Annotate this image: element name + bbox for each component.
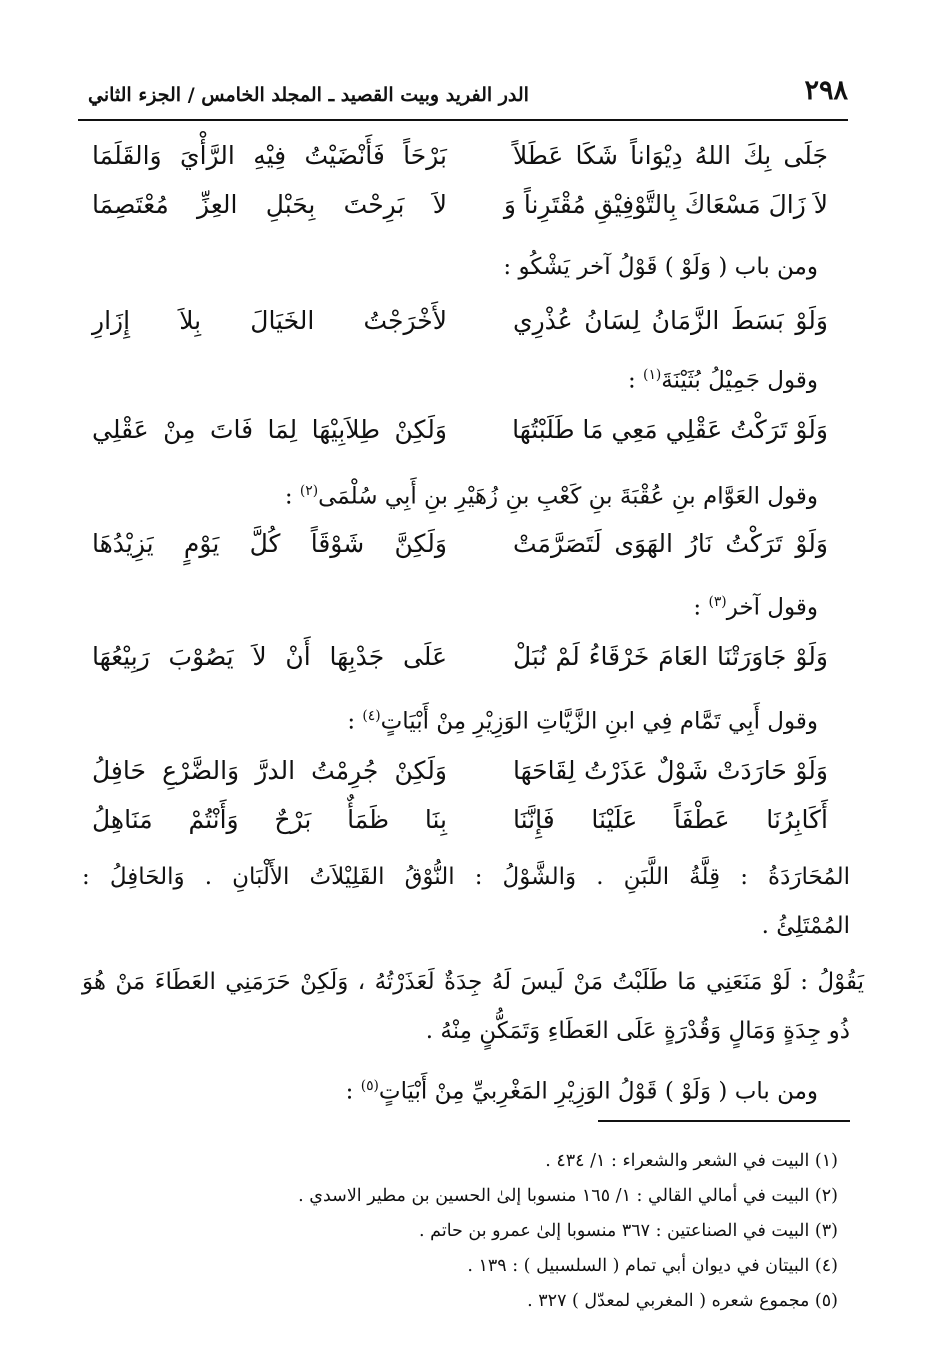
verse-introduction (285, 472, 818, 516)
first-hemistich: وَلَوْ تَرَكْتُ عَقْلِي مَعِي مَا طَلَبْتُهَا (512, 415, 828, 444)
footnote: (٣) البيت في الصناعتين : ٣٦٧ منسوبا إلىٰ عمرو بن حاتم . (419, 1221, 838, 1241)
intro-colon: : (693, 594, 709, 621)
first-hemistich: أَكَابِرُنَا عَطْفَاً عَلَيْنَا فَإِنَّنَا (513, 805, 828, 834)
verse-line (92, 185, 828, 225)
footnote: (٤) البيتان في ديوان أبي تمام ( السلسبيل ) : ١٣٩ . (467, 1256, 838, 1276)
second-hemistich: عَلَى جَدْبِهَا أَنْ لاَ يَصُوْبَ رَبِيْعُهَا (92, 642, 447, 671)
verse-introduction (346, 1067, 818, 1111)
footnote-marker: (١) (643, 367, 662, 383)
verse-line (92, 751, 828, 791)
page-number: ٢٩٨ (804, 75, 848, 106)
footnote-rule (598, 1120, 850, 1122)
footnote: (٥) مجموع شعره ( المغربي لمعدّل ) ٣٢٧ . (527, 1291, 838, 1311)
footnote-marker: (٢) (299, 483, 319, 499)
gloss-line: المُمْتَلِئُ . (761, 913, 850, 939)
gloss-line: المُحَارَدَةُ : قِلَّةُ اللَّبَنِ . وَالشَّوْلُ : النُّوْقُ القَلِيْلاَتُ الأَلْبَانِ . وَالحَافِلُ : (82, 864, 850, 890)
intro-text: ومن باب ( وَلَوْ ) قَوْلُ آخر يَشْكُو : (503, 254, 818, 280)
header-rule (78, 119, 848, 121)
second-hemistich: وَلَكِنْ طِلاَبِيْهَا لِمَا فَاتَ مِنْ عَقْلِي (92, 415, 447, 444)
verse-introduction (628, 356, 818, 400)
intro-text: وقول أَبِي تَمَّام فِي ابنِ الزَّيَّاتِ الوَزِيْرِ مِنْ أَبْيَاتٍ (380, 708, 818, 735)
verse-line (92, 800, 828, 840)
second-hemistich: لأَخْرَجْتُ الخَيَالَ بِلاَ إِزَارِ (92, 306, 447, 335)
verse-line (92, 410, 828, 450)
second-hemistich: بِنَا ظَمَأٌ بَرْحٌ وَأَنْتُمْ مَنَاهِلُ (92, 805, 447, 834)
running-title: الدر الفريد وبيت القصيد ـ المجلد الخامس / الجزء الثاني (88, 84, 529, 106)
intro-colon: : (284, 483, 300, 510)
verse-line (92, 301, 828, 341)
verse-line (92, 136, 828, 176)
first-hemistich: جَلَى بِكَ اللهُ دِيْوَاناً شَكَا عَطَلاً (513, 141, 828, 170)
page-header (88, 72, 848, 106)
second-hemistich: وَلَكِنْ جُرِمْتُ الدرَّ وَالضَّرْعِ حَافِلُ (92, 756, 447, 785)
intro-text: وقول آخر (726, 594, 818, 621)
footnote-marker: (٥) (360, 1078, 379, 1094)
intro-colon: : (627, 367, 644, 394)
footnote-marker: (٣) (708, 594, 727, 610)
verse-line (92, 637, 828, 677)
verse-introduction (693, 583, 818, 627)
verse-line (92, 524, 828, 564)
intro-text: وقول جَمِيْلُ بُثَيْنَةَ (661, 367, 818, 394)
intro-colon: : (345, 1078, 361, 1105)
first-hemistich: لاَ زَالَ مَسْعَاكَ بِالتَّوْفِيْقِ مُقْتَرِناً وَ (503, 190, 828, 219)
first-hemistich: وَلَوْ بَسَطَ الزَّمَانُ لِسَانُ عُذْرِي (513, 306, 828, 335)
commentary-line: ذُو جِدَةٍ وَمَالٍ وَقُدْرَةٍ عَلَى العَطَاءِ وَتَمَكُّنٍ مِنْهُ . (425, 1018, 850, 1044)
intro-text: وقول العَوَّام بنِ عُقْبَةَ بنِ كَعْبِ بنِ زُهَيْرِ بنِ أَبِي سُلْمَى (318, 483, 818, 510)
footnote-marker: (٤) (362, 708, 381, 724)
footnote: (٢) البيت في أمالي القالي : ١/ ١٦٥ منسوبا إلىٰ الحسين بن مطير الاسدي . (298, 1186, 838, 1206)
first-hemistich: وَلَوْ حَارَدَتْ شَوْلٌ عَذَرْتُ لِقَاحَهَا (513, 756, 828, 785)
second-hemistich: بَرْحَاً فَأَنْضَيْتُ فِيْهِ الرَّأْيَ وَالقَلَمَا (92, 141, 447, 170)
verse-introduction (503, 248, 818, 286)
verse-introduction (347, 697, 818, 741)
first-hemistich: وَلَوْ جَاوَرَتْنَا العَامَ خَرْقَاءُ لَمْ نُبَلْ (513, 642, 828, 671)
footnote: (١) البيت في الشعر والشعراء : ١/ ٤٣٤ . (545, 1151, 838, 1171)
second-hemistich: وَلَكِنَّ شَوْقَاً كُلَّ يَوْمٍ يَزِيْدُهَا (92, 529, 447, 558)
intro-text: ومن باب ( وَلَوْ ) قَوْلُ الوَزِيْرِ المَغْرِبيِّ مِنْ أَبْيَاتٍ (378, 1078, 818, 1105)
second-hemistich: لاَ بَرِحْتَ بِحَبْلِ العِزِّ مُعْتَصِمَا (92, 190, 447, 219)
first-hemistich: وَلَوْ تَرَكْتُ نَارُ الهَوَى لَتَصَرَّمَتْ (513, 529, 828, 558)
intro-colon: : (347, 708, 363, 735)
commentary-line: يَقُوْلُ : لَوْ مَنَعَنِي مَا طَلَبْتُ مَنْ لَيسَ لَهُ جِدَةٌ لَعَذَرْتُهُ ، وَلَكِنْ حَرَمَنِي العَطَاءَ مَنْ هُوَ (82, 969, 864, 995)
